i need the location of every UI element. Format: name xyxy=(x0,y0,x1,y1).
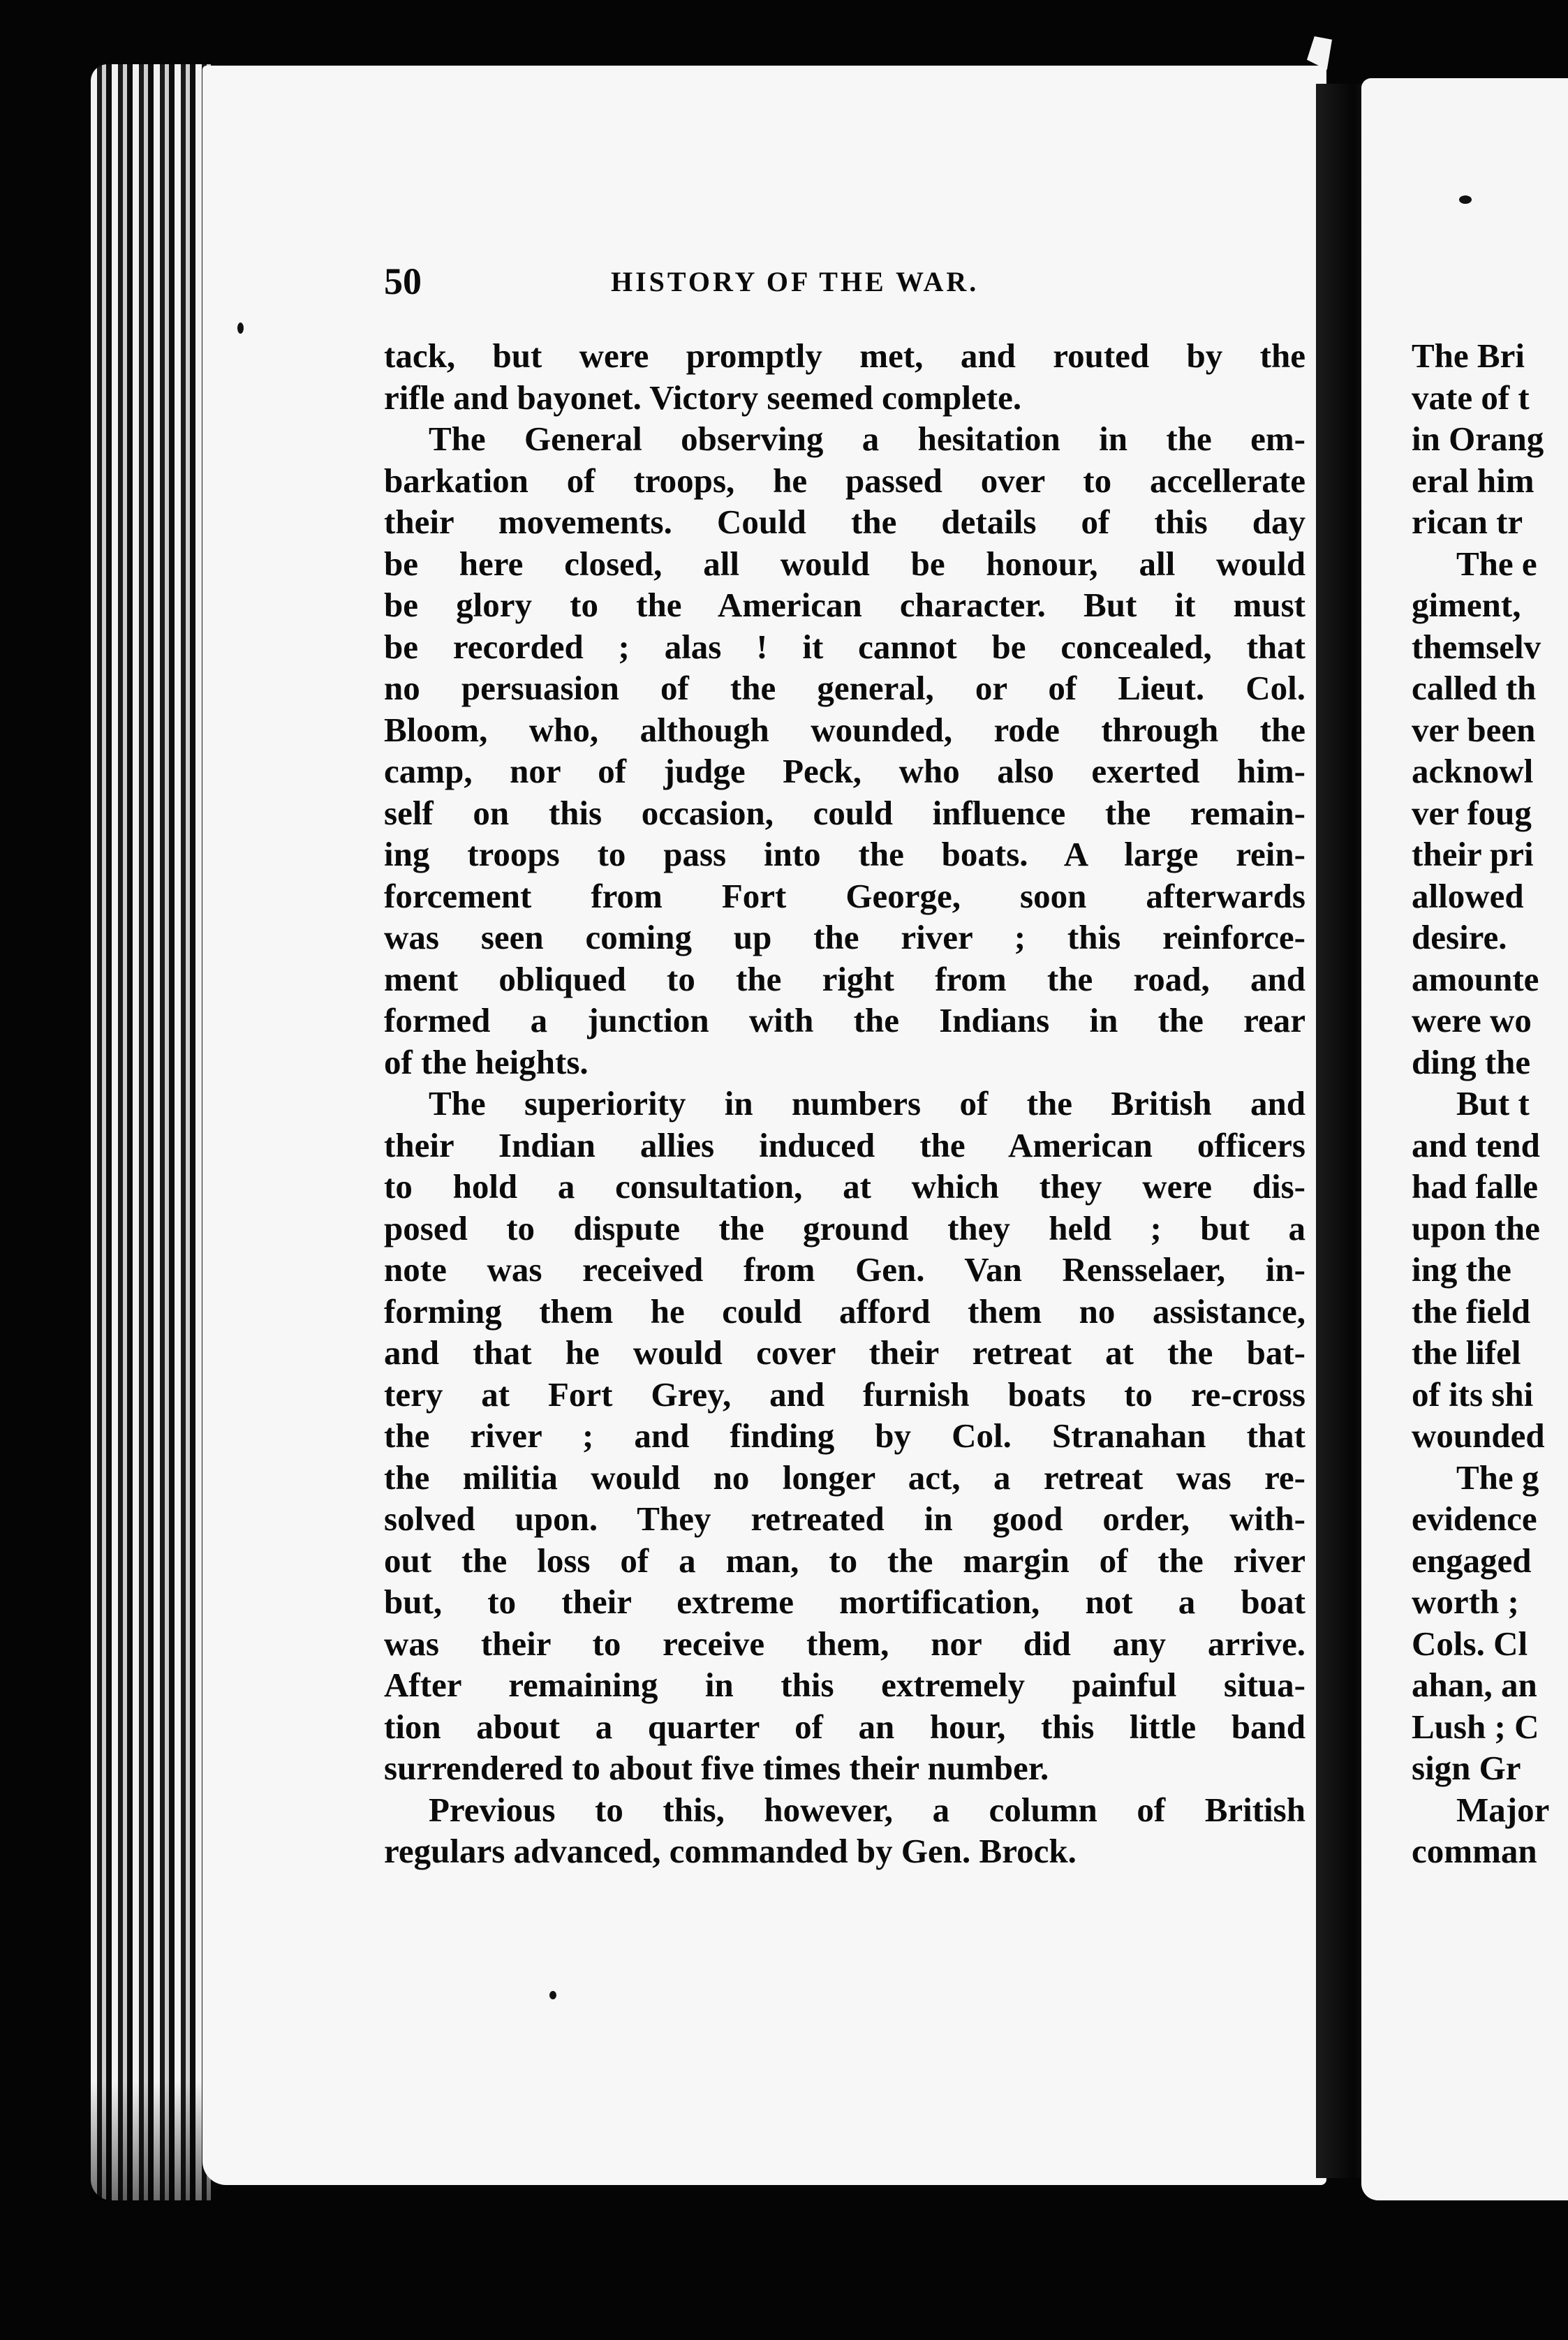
text-line: wounded xyxy=(1412,1416,1545,1455)
text-line: be glory to the American character. But it must xyxy=(384,586,1306,624)
text-line: the field xyxy=(1412,1291,1531,1331)
text-line: evidence xyxy=(1412,1499,1537,1538)
text-line: the river ; and finding by Col. Stranahan that xyxy=(384,1416,1306,1455)
text-line: But t xyxy=(1456,1084,1530,1123)
text-line: note was received from Gen. Van Rensselaer, in- xyxy=(384,1250,1306,1289)
book-fore-edge xyxy=(91,64,216,2200)
text-line: The e xyxy=(1456,544,1537,583)
ink-speck xyxy=(1459,195,1472,204)
text-line: had falle xyxy=(1412,1167,1539,1206)
text-line: forming them he could afford them no assistance, xyxy=(384,1291,1306,1331)
text-line: of the heights. xyxy=(384,1042,589,1081)
text-line: camp, nor of judge Peck, who also exerted him- xyxy=(384,752,1306,790)
text-line: upon the xyxy=(1412,1208,1540,1247)
paragraph xyxy=(384,418,1306,1083)
text-line: themselv xyxy=(1412,627,1541,666)
text-line: ahan, an xyxy=(1412,1666,1537,1704)
left-page-body xyxy=(384,335,1306,1872)
page-number: 50 xyxy=(384,260,422,302)
text-line: tack, but were promptly met, and routed by the xyxy=(384,336,1306,375)
text-line: called th xyxy=(1412,669,1537,707)
paragraph xyxy=(384,335,1306,418)
text-line: ing troops to pass into the boats. A large rein- xyxy=(384,835,1306,873)
text-line: The superiority in numbers of the British and xyxy=(429,1084,1306,1123)
running-title: HISTORY OF THE WAR. xyxy=(611,266,979,297)
text-line: rican tr xyxy=(1412,503,1523,541)
text-line: rifle and bayonet. Victory seemed complete. xyxy=(384,378,1022,417)
text-line: were wo xyxy=(1412,1001,1532,1039)
text-line: vate of t xyxy=(1412,378,1530,417)
text-line: engaged xyxy=(1412,1541,1532,1580)
text-line: their movements. Could the details of this day xyxy=(384,503,1306,541)
text-line: acknowl xyxy=(1412,752,1534,790)
text-line: The g xyxy=(1456,1458,1539,1497)
text-line: tery at Fort Grey, and furnish boats to re-cross xyxy=(384,1375,1306,1414)
text-line: The Bri xyxy=(1412,336,1525,375)
text-line: was seen coming up the river ; this reinforce- xyxy=(384,918,1306,956)
text-line: out the loss of a man, to the margin of the river xyxy=(384,1541,1306,1580)
text-line: Bloom, who, although wounded, rode through the xyxy=(384,710,1306,749)
text-line: ment obliqued to the right from the road, and xyxy=(384,959,1306,998)
text-line: Lush ; C xyxy=(1412,1707,1539,1746)
text-line: sign Gr xyxy=(1412,1749,1521,1787)
text-line: to hold a consultation, at which they were dis- xyxy=(384,1167,1306,1206)
text-line: be here closed, all would be honour, all would xyxy=(384,544,1306,583)
page-header xyxy=(384,260,1306,302)
text-line: worth ; xyxy=(1412,1583,1519,1621)
text-line: tion about a quarter of an hour, this little band xyxy=(384,1707,1306,1746)
text-line: formed a junction with the Indians in the rear xyxy=(384,1001,1306,1039)
text-line: solved upon. They retreated in good order, with- xyxy=(384,1499,1306,1538)
text-line: was their to receive them, nor did any arrive. xyxy=(384,1624,1306,1663)
text-line: barkation of troops, he passed over to accellerate xyxy=(384,461,1306,500)
text-line: Major xyxy=(1456,1790,1550,1829)
text-line: the militia would no longer act, a retreat was re- xyxy=(384,1458,1306,1497)
paragraph xyxy=(384,1083,1306,1789)
text-line: no persuasion of the general, or of Lieut. Col. xyxy=(384,669,1306,707)
text-line: of its shi xyxy=(1412,1375,1534,1414)
text-line: forcement from Fort George, soon afterwards xyxy=(384,876,1306,915)
text-line: ing the xyxy=(1412,1250,1511,1289)
text-line: their Indian allies induced the American officers xyxy=(384,1125,1306,1164)
text-line: desire. xyxy=(1412,918,1507,956)
text-line: be recorded ; alas ! it cannot be concealed, that xyxy=(384,627,1306,666)
text-line: giment, xyxy=(1412,586,1521,624)
text-line: and tend xyxy=(1412,1125,1540,1164)
text-line: ding the xyxy=(1412,1042,1531,1081)
ink-speck xyxy=(237,323,244,334)
paragraph xyxy=(384,1789,1306,1872)
text-line: in Orang xyxy=(1412,420,1544,458)
page-tab-mark xyxy=(1307,36,1332,70)
text-line: posed to dispute the ground they held ; but a xyxy=(384,1208,1306,1247)
ink-speck xyxy=(549,1991,556,1999)
text-line: but, to their extreme mortification, not a boat xyxy=(384,1583,1306,1621)
text-line: ver been xyxy=(1412,710,1536,749)
text-line: amounte xyxy=(1412,959,1539,998)
text-line: and that he would cover their retreat at the bat- xyxy=(384,1333,1306,1372)
text-line: their pri xyxy=(1412,835,1534,873)
text-line: comman xyxy=(1412,1832,1537,1870)
text-line: regulars advanced, commanded by Gen. Brock. xyxy=(384,1832,1077,1870)
text-line: eral him xyxy=(1412,461,1534,500)
text-line: After remaining in this extremely painful situa- xyxy=(384,1666,1306,1704)
text-line: surrendered to about five times their number. xyxy=(384,1749,1049,1787)
text-line: allowed xyxy=(1412,876,1524,915)
text-line: the lifel xyxy=(1412,1333,1521,1372)
text-line: ver foug xyxy=(1412,793,1532,832)
text-line: self on this occasion, could influence the remain- xyxy=(384,793,1306,832)
text-line: Cols. Cl xyxy=(1412,1624,1528,1663)
text-line: Previous to this, however, a column of British xyxy=(429,1790,1306,1829)
right-page-body xyxy=(1412,335,1568,1872)
text-line: The General observing a hesitation in the em- xyxy=(429,420,1306,458)
